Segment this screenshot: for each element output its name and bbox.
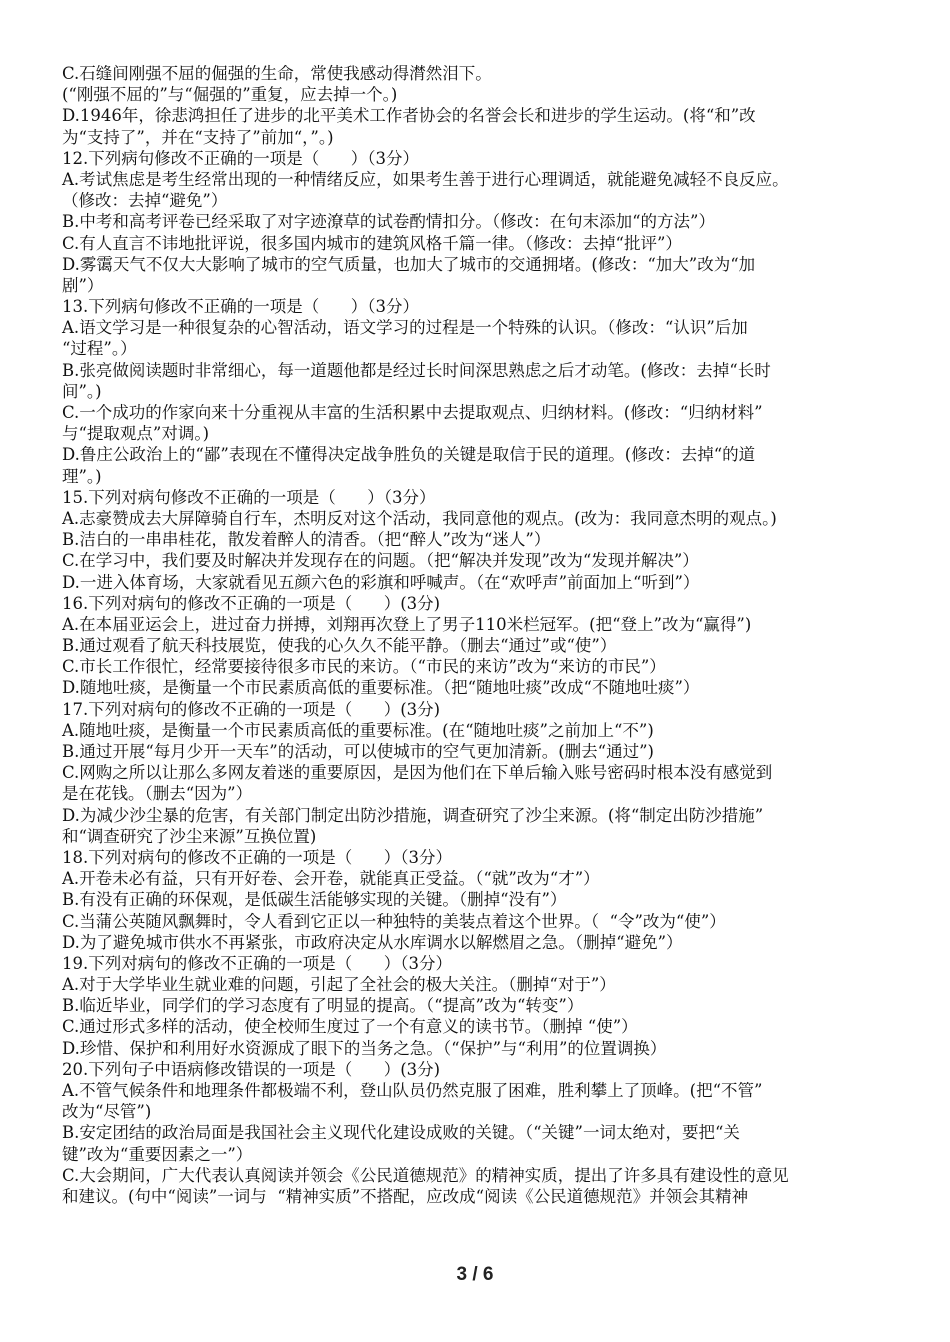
text-line: （修改：去掉“避免”） [62,191,228,211]
text-line: 18.下列对病句的修改不正确的一项是（ ）（3分） [62,847,452,867]
page-number: 3 / 6 [456,1264,494,1285]
text-line: C.石缝间刚强不屈的倔强的生命，常使我感动得潸然泪下。 [62,64,492,83]
text-line: B.通过开展“每月少开一天车”的活动，可以使城市的空气更加清新。(删去“通过”) [62,742,654,761]
text-line: B.临近毕业，同学们的学习态度有了明显的提高。（“提高”改为“转变”） [62,996,584,1016]
text-line: D.雾霭天气不仅大大影响了城市的空气质量，也加大了城市的交通拥堵。(修改：“加大”改为“加 [62,254,756,274]
text-line: D.为了避免城市供水不再紧张，市政府决定从水库调水以解燃眉之急。（删掉“避免”） [62,932,683,952]
text-line: 15.下列对病句修改不正确的一项是（ ）（3分） [62,487,436,507]
text-line: (“刚强不屈的”与“倔强的”重复，应去掉一个。) [62,85,398,105]
text-line: B.洁白的一串串桂花，散发着醉人的清香。（把“醉人”改为“迷人”） [62,530,551,550]
text-line: D.珍惜、保护和利用好水资源成了眼下的当务之急。（“保护”与“利用”的位置调换） [62,1038,667,1058]
text-line: D.一进入体育场，大家就看见五颜六色的彩旗和呼喊声。（在“欢呼声”前面加上“听到”） [62,572,700,592]
text-line: 间”。) [62,381,102,401]
text-line: B.安定团结的政治局面是我国社会主义现代化建设成败的关键。（“关键”一词太绝对，要把“关 [62,1123,740,1143]
text-line: B.张亮做阅读题时非常细心，每一道题他都是经过长时间深思熟虑之后才动笔。(修改：去掉“长时 [62,360,771,380]
text-line: 与“提取观点”对调。) [62,424,210,444]
text-line: 改为“尽管”) [62,1102,152,1122]
text-line: C.网购之所以让那么多网友着迷的重要原因，是因为他们在下单后输入账号密码时根本没有感觉到 [62,763,773,783]
text-line: A.开卷未必有益，只有开好卷、会开卷，就能真正受益。（“就”改为“才”） [62,869,600,889]
text-line: 16.下列对病句的修改不正确的一项是（ ）(3分) [62,593,441,613]
text-line: 19.下列对病句的修改不正确的一项是（ ）（3分） [62,953,452,973]
text-line: C.通过形式多样的活动，使全校师生度过了一个有意义的读书节。（删掉 “使”） [62,1017,638,1037]
document-body [62,63,892,1207]
text-line: C.有人直言不讳地批评说，很多国内城市的建筑风格千篇一律。（修改：去掉“批评”） [62,233,682,253]
text-line: 20.下列句子中语病修改错误的一项是（ ）(3分) [62,1059,441,1079]
text-line: A.在本届亚运会上，进过奋力拼搏，刘翔再次登上了男子110米栏冠军。(把“登上”改为“赢得”) [62,614,752,634]
text-line: C.大会期间，广大代表认真阅读并领会《公民道德规范》的精神实质，提出了许多具有建设性的意见 [62,1165,789,1185]
text-line: C.市长工作很忙，经常要接待很多市民的来访。（“市民的来访”改为“来访的市民”） [62,657,666,677]
text-line: 和“调查研究了沙尘来源”互换位置) [62,826,317,846]
text-line: A.语文学习是一种很复杂的心智活动，语文学习的过程是一个特殊的认识。（修改：“认识”后加 [62,318,748,338]
text-line: C.在学习中，我们要及时解决并发现存在的问题。（把“解决并发现”改为“发现并解决”） [62,551,699,571]
text-line: C.一个成功的作家向来十分重视从丰富的生活积累中去提取观点、归纳材料。(修改：“归纳材料” [62,403,763,422]
text-line: 键”改为“重要因素之一”） [62,1144,253,1164]
text-line: A.志豪赞成去大屏障骑自行车，杰明反对这个活动，我同意他的观点。(改为：我同意杰明的观点。) [62,508,777,528]
text-line: 为“支持了”，并在“支持了”前加“，”。) [62,127,334,147]
text-line: A.对于大学毕业生就业难的问题，引起了全社会的极大关注。（删掉“对于”） [62,975,616,995]
text-line: D.鲁庄公政治上的“鄙”表现在不懂得决定战争胜负的关键是取信于民的道理。(修改：去掉“的道 [62,445,756,465]
text-line: 17.下列对病句的修改不正确的一项是（ ）(3分) [62,699,441,719]
text-line: A.随地吐痰，是衡量一个市民素质高低的重要标准。(在“随地吐痰”之前加上“不”) [62,720,654,740]
text-line: D.为减少沙尘暴的危害，有关部门制定出防沙措施，调查研究了沙尘来源。(将“制定出防沙措施” [62,805,764,825]
text-line: A.不管气候条件和地理条件都极端不利，登山队员仍然克服了困难，胜利攀上了顶峰。(把“不管” [62,1081,763,1100]
text-line: B.中考和高考评卷已经采取了对字迹潦草的试卷酌情扣分。（修改：在句末添加“的方法”） [62,212,715,232]
text-line: D.1946年，徐悲鸿担任了进步的北平美术工作者协会的名誉会长和进步的学生运动。(将“和”改 [62,106,756,126]
text-line: 13.下列病句修改不正确的一项是（ ）（3分） [62,297,419,317]
text-line: 和建议。(句中“阅读”一词与 “精神实质”不搭配，应改成“阅读《公民道德规范》并领会其精神 [62,1186,749,1206]
text-line: B.有没有正确的环保观，是低碳生活能够实现的关键。（删掉“没有”） [62,890,567,910]
text-line: 12.下列病句修改不正确的一项是（ ）（3分） [62,148,419,168]
text-line: B.通过观看了航天科技展览，使我的心久久不能平静。（删去“通过”或“使”） [62,636,617,656]
text-line: 剧”） [62,275,104,295]
text-line: 理”。) [62,466,102,486]
text-line: D.随地吐痰，是衡量一个市民素质高低的重要标准。（把“随地吐痰”改成“不随地吐痰”） [62,678,700,698]
text-line: A.考试焦虑是考生经常出现的一种情绪反应，如果考生善于进行心理调适，就能避免减轻不良反应。 [62,169,789,189]
text-line: 是在花钱。（删去“因为”） [62,784,253,804]
text-line: C.当蒲公英随风飘舞时，令人看到它正以一种独特的美装点着这个世界。（ “令”改为“使”） [62,911,726,931]
text-line: “过程”。） [62,339,137,359]
